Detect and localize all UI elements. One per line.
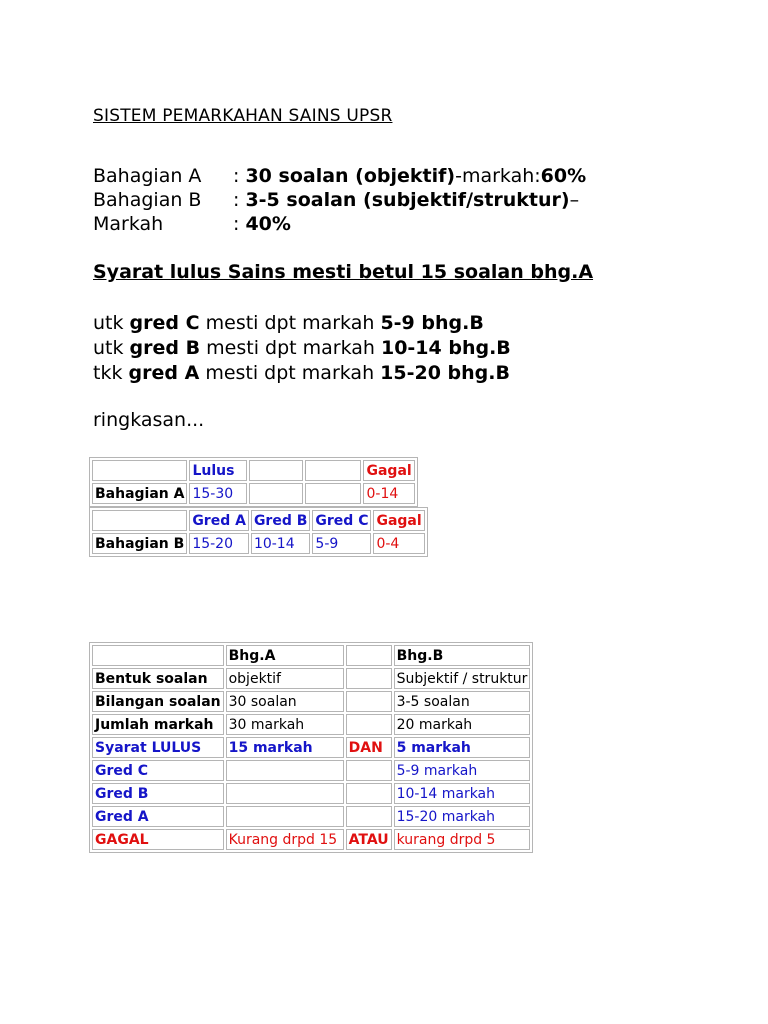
table-cell <box>346 783 392 804</box>
table-cell: kurang drpd 5 <box>394 829 531 850</box>
table-cell: Gagal <box>363 460 414 481</box>
table-cell: 0-14 <box>363 483 414 504</box>
part-label: Bahagian A <box>93 165 202 187</box>
part-mid: -markah: <box>455 165 541 187</box>
table-cell: objektif <box>226 668 344 689</box>
table-cell: Syarat LULUS <box>92 737 224 758</box>
table-cell: Bhg.A <box>226 645 344 666</box>
pass-condition: Syarat lulus Sains mesti betul 15 soalan bhg.A <box>93 261 594 283</box>
table-row <box>92 829 530 850</box>
summary-table-b <box>89 507 428 557</box>
grade-mid: mesti dpt markah <box>200 337 381 359</box>
table-cell <box>226 783 344 804</box>
table-row <box>92 806 530 827</box>
part-value: 30 soalan (objektif) <box>245 165 456 187</box>
table-cell: Gred A <box>92 806 224 827</box>
table-cell: Bentuk soalan <box>92 668 224 689</box>
grade-name: gred B <box>129 337 201 359</box>
grade-prefix: utk <box>93 312 130 334</box>
table-cell: Jumlah markah <box>92 714 224 735</box>
table-cell: Gred B <box>251 510 310 531</box>
grade-range: 5-9 bhg.B <box>380 312 484 334</box>
table-cell <box>92 645 224 666</box>
table-cell: 30 soalan <box>226 691 344 712</box>
table-cell <box>346 714 392 735</box>
part-percent: 60% <box>540 165 587 187</box>
table-cell: Gagal <box>373 510 424 531</box>
part-sep: : <box>233 165 240 187</box>
grade-line-a <box>93 361 511 386</box>
table-cell: 15-20 markah <box>394 806 531 827</box>
table-cell: Subjektif / struktur <box>394 668 531 689</box>
table-cell <box>226 806 344 827</box>
page-title: SISTEM PEMARKAHAN SAINS UPSR <box>93 106 393 126</box>
table-cell: 5-9 <box>312 533 371 554</box>
table-row <box>92 737 530 758</box>
part-row-b <box>93 188 586 212</box>
table-cell <box>346 760 392 781</box>
table-cell: Gred C <box>312 510 371 531</box>
table-cell: Gred A <box>189 510 249 531</box>
table-cell: ATAU <box>346 829 392 850</box>
table-cell: 0-4 <box>373 533 424 554</box>
table-row <box>92 533 425 554</box>
summary-table-a <box>89 457 418 507</box>
table-cell: 15-20 <box>189 533 249 554</box>
table-cell: Bilangan soalan <box>92 691 224 712</box>
table-cell <box>92 510 187 531</box>
table-row <box>92 645 530 666</box>
table-row <box>92 760 530 781</box>
table-cell: 20 markah <box>394 714 531 735</box>
table-cell: Bahagian B <box>92 533 187 554</box>
table-cell <box>346 668 392 689</box>
table-cell <box>249 460 303 481</box>
part-mid: – <box>569 189 580 211</box>
grade-name: gred C <box>129 312 200 334</box>
table-row <box>92 483 415 504</box>
grade-name: gred A <box>128 362 200 384</box>
part-value: 3-5 soalan (subjektif/struktur) <box>245 189 570 211</box>
table-cell: 15-30 <box>189 483 247 504</box>
table-cell <box>305 483 361 504</box>
table-cell <box>305 460 361 481</box>
table-cell: Gred B <box>92 783 224 804</box>
table-cell <box>346 691 392 712</box>
part-sep: : <box>233 213 240 235</box>
table-cell <box>249 483 303 504</box>
grade-line-b <box>93 336 511 361</box>
grade-list <box>93 311 511 386</box>
part-row-a <box>93 164 586 188</box>
part-label: Markah <box>93 213 164 235</box>
table-row <box>92 691 530 712</box>
table-cell <box>346 645 392 666</box>
table-cell: 5-9 markah <box>394 760 531 781</box>
part-row-markah <box>93 212 586 236</box>
grade-mid: mesti dpt markah <box>199 362 381 384</box>
summary-label: ringkasan... <box>93 409 205 431</box>
table-row <box>92 460 415 481</box>
table-cell: 3-5 soalan <box>394 691 531 712</box>
comparison-table <box>89 642 533 853</box>
grade-prefix: utk <box>93 337 130 359</box>
table-cell: 30 markah <box>226 714 344 735</box>
table-cell: 15 markah <box>226 737 344 758</box>
part-value: 40% <box>245 213 291 235</box>
table-cell: 10-14 <box>251 533 310 554</box>
grade-range: 10-14 bhg.B <box>380 337 511 359</box>
table-cell: Gred C <box>92 760 224 781</box>
table-cell <box>92 460 187 481</box>
table-cell: Bahagian A <box>92 483 187 504</box>
grade-prefix: tkk <box>93 362 129 384</box>
part-sep: : <box>233 189 240 211</box>
table-cell: GAGAL <box>92 829 224 850</box>
table-cell: 10-14 markah <box>394 783 531 804</box>
table-cell: Lulus <box>189 460 247 481</box>
table-cell: DAN <box>346 737 392 758</box>
parts-list <box>93 164 586 236</box>
table-cell: 5 markah <box>394 737 531 758</box>
table-row <box>92 668 530 689</box>
table-cell: Bhg.B <box>394 645 531 666</box>
table-row <box>92 783 530 804</box>
grade-mid: mesti dpt markah <box>199 312 381 334</box>
table-row <box>92 714 530 735</box>
table-cell <box>226 760 344 781</box>
grade-range: 15-20 bhg.B <box>380 362 510 384</box>
table-row <box>92 510 425 531</box>
grade-line-c <box>93 311 511 336</box>
table-cell <box>346 806 392 827</box>
part-label: Bahagian B <box>93 189 202 211</box>
table-cell: Kurang drpd 15 <box>226 829 344 850</box>
